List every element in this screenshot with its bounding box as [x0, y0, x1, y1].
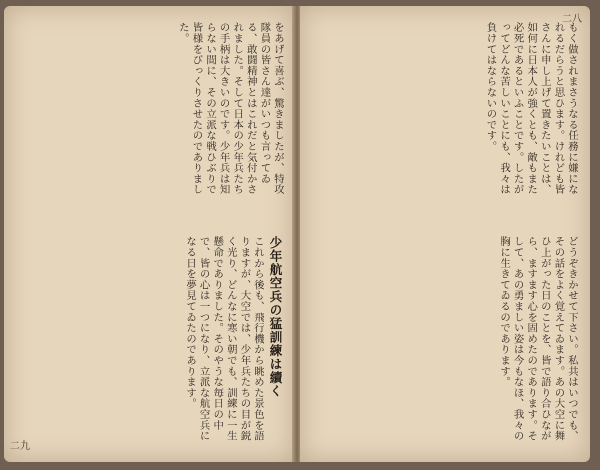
right-page-number: 二八	[562, 14, 582, 25]
left-page	[4, 6, 294, 462]
right-page-bottom-text: どうぞきかせて下さい。私共はいつでも、その話をよく覚えてゐます。あの大空に舞ひ上がった日のことを、皆で語り合ひながら、ますます心を固めたのであります。そして、あの勇ましい姿は今もなほ、我々の胸に生きてゐるのであります。	[498, 236, 578, 442]
right-page-top-text: もく做されまさうなる任務に嫌になれるだらうと思ひます。けれども皆さんに申し上げて置きたいことは、如何に日本人が強くとも、敵もまた必死であるといふことです。したがってどんな苦しいことにも、我々は負けてはならないのです。	[484, 22, 578, 195]
right-page	[300, 6, 590, 462]
left-page-bottom-text: これから後も、飛行機から眺めた景色を語りますが、大空では、少年兵たちの目が鋭く光り、どんなに寒い朝でも、訓練に一生懸命でありました。そのやうな毎日の中で、皆の心は一つになり、立派な航空兵になる日を夢見てゐたのであります。	[184, 236, 264, 442]
section-heading: 少年航空兵の猛訓練は續く	[268, 236, 283, 398]
left-page-top-text: をあげて喜ぶ、驚きましたが、特攻隊員の皆さん達がいつも言ってゐる、敢闘精神とはこれだと気付かされました。そして日本の少年兵たちの手柄は大きいのです。少年兵は知らない間に、その立派な戦ひぶりで皆様をびっくりさせたのでありました。	[176, 22, 284, 195]
left-page-number: 二九	[10, 441, 30, 452]
